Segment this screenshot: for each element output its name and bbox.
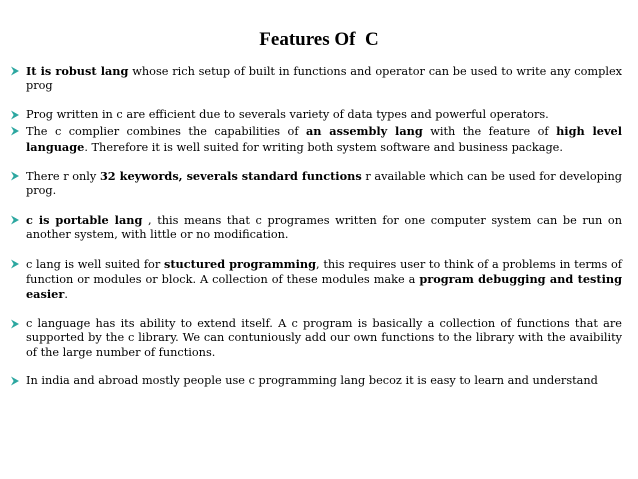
- bullet-text: .: [64, 288, 68, 302]
- bullet-text: . Therefore it is well suited for writing both system software and business package.: [84, 140, 563, 154]
- bullet-list: [10, 64, 622, 389]
- bullet-bold-text: an assembly lang: [305, 124, 423, 139]
- bullet-text: , this means that c programes written for one computer system can be run on another system, with little or no modification.: [26, 213, 622, 242]
- arrow-bullet-icon: [10, 126, 20, 136]
- bullet-item-keywords: [10, 169, 622, 199]
- arrow-bullet-icon: [10, 376, 20, 386]
- arrow-bullet-icon: [10, 171, 20, 181]
- bullet-item-robust: [10, 64, 622, 94]
- arrow-bullet-icon: [10, 259, 20, 269]
- bullet-text: whose rich setup of built in functions and operator can be used to write any complex prog: [26, 65, 623, 93]
- bullet-text: Prog written in c are efficient due to severals variety of data types and powerful operators.: [26, 107, 549, 121]
- arrow-bullet-icon: [10, 66, 20, 76]
- bullet-bold-text: c is portable lang: [26, 212, 143, 227]
- arrow-bullet-icon: [10, 319, 20, 329]
- bullet-item-structured: [10, 257, 622, 303]
- bullet-text: The c complier combines the capabilities of: [26, 125, 306, 139]
- arrow-bullet-icon: [10, 215, 20, 225]
- bullet-bold-text: It is robust lang: [26, 64, 129, 78]
- bullet-text: In india and abroad mostly people use c programming lang becoz it is easy to learn and understand: [26, 374, 598, 388]
- bullet-bold-text: stuctured programming: [163, 256, 317, 271]
- bullet-bold-text: program debugging and testing easier: [26, 272, 622, 302]
- bullet-text: , this requires user to think of a problems in terms of function or modules or block. A collection of these modules make a: [26, 257, 622, 287]
- bullet-bold-text: 32 keywords, severals standard functions: [99, 169, 362, 184]
- bullet-text: with the feature of: [422, 125, 557, 139]
- bullet-text: There r only: [26, 170, 100, 184]
- bullet-item-efficient: [10, 108, 622, 122]
- bullet-text: c lang is well suited for: [26, 257, 164, 271]
- bullet-bold-text: high level language: [26, 124, 622, 154]
- bullet-item-portable: [10, 213, 622, 243]
- slide-title: Features Of C: [259, 29, 379, 50]
- bullet-item-compiler: [10, 124, 622, 155]
- bullet-text: c language has its ability to extend itself. A c program is basically a collection of functions that are supported by the c library. We can contuniously add our own functions to the library with the avaibility of the large number of functions.: [26, 316, 622, 359]
- bullet-text: r available which can be used for developing prog.: [26, 170, 622, 198]
- bullet-item-extend: [10, 317, 622, 360]
- bullet-item-popular: [10, 374, 622, 388]
- arrow-bullet-icon: [10, 110, 20, 120]
